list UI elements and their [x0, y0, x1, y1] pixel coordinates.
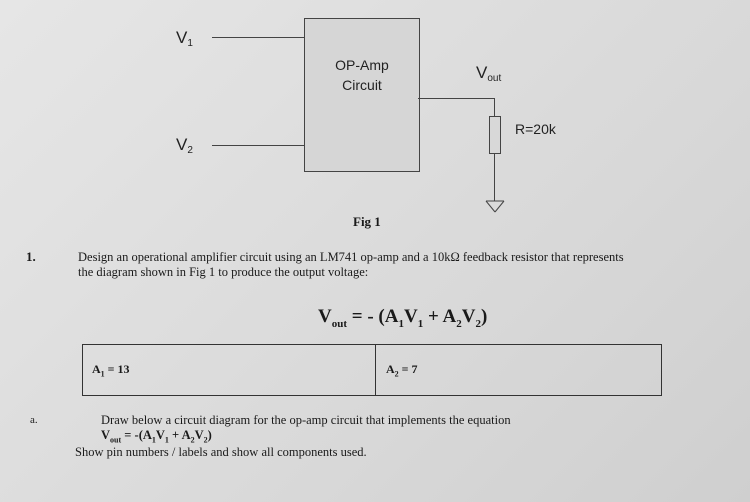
ground-icon: [485, 199, 505, 215]
op-amp-block: [304, 18, 420, 172]
gain-a1-value: $A_1 = 13$: [92, 362, 130, 379]
v2-wire: [212, 145, 304, 146]
output-wire-vertical: [494, 98, 495, 116]
part-a-line-3: Show pin numbers / labels and show all components used.: [75, 445, 367, 459]
gain-cell-a1: [83, 345, 376, 395]
output-equation: $V_{out}$ = - $(A_1V_1 + A_2V_2)$: [318, 306, 488, 330]
part-a-line-2: $V_{out} = -(A_1V_1 + A_2V_2)$: [101, 428, 212, 445]
v1-label: $V_1$: [176, 28, 193, 49]
op-amp-block-title: OP-Amp Circuit: [335, 57, 389, 93]
output-wire: [418, 98, 495, 99]
resistor-label: R=20k: [515, 121, 556, 137]
ground-wire: [494, 153, 495, 201]
question-text-line-1: Design an operational amplifier circuit using an LM741 op-amp and a 10kΩ feedback resistor that represents: [78, 250, 624, 264]
gain-cell-a2: [376, 345, 661, 395]
part-a-line-1: Draw below a circuit diagram for the op-amp circuit that implements the equation: [101, 413, 511, 427]
gain-table: [82, 344, 662, 396]
gain-a2-value: $A_2 = 7$: [386, 362, 418, 379]
part-a-label: a.: [30, 414, 38, 426]
figure-caption: Fig 1: [353, 214, 381, 229]
v2-label: $V_2$: [176, 135, 193, 156]
vout-label: $V_{out}$: [476, 63, 502, 84]
v1-wire: [212, 37, 304, 38]
circuit-diagram: [0, 0, 750, 235]
question-text: [78, 250, 728, 280]
part-a-text: [101, 413, 721, 448]
question-text-line-2: the diagram shown in Fig 1 to produce the output voltage:: [78, 265, 369, 279]
question-number: 1.: [26, 249, 36, 264]
resistor-symbol: [489, 116, 501, 154]
